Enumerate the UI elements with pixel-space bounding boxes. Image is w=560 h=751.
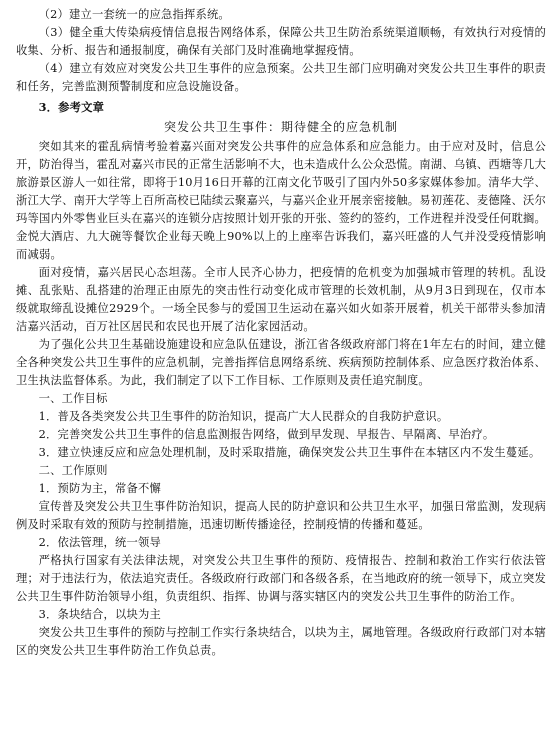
article-paragraph-1: 突如其来的霍乱病情考验着嘉兴面对突发公共事件的应急体系和应急能力。由于应对及时，信息公开，防治得当，霍乱对嘉兴市民的正常生活影响不大，也未造成什么公众恐慌。南湖、乌镇、西塘等几大旅游景区游人一如往常，即将于10月16日开幕的江南文化节吸引了国内外50多家媒体参加。清华大学、浙江大学、南开大学等上百所高校已陆续云聚嘉兴，与嘉兴企业开展亲密接触。易初莲花、麦德隆、沃尔玛等国内外零售业巨头在嘉兴的连锁分店按照计划开张的开张、签约的签约，工作进程并没受任何耽搁。金悦大酒店、九大碗等餐饮企业每天晚上90%以上的上座率告诉我们，嘉兴旺盛的人气并没受疫情影响而减弱。 bbox=[16, 140, 546, 261]
paragraph-item-4: （4）建立有效应对突发公共卫生事件的应急预案。公共卫生部门应明确对突发公共卫生事件的职责和任务，完善监测预警制度和应急设施设备。 bbox=[16, 62, 546, 93]
goal-item-1: 1．普及各类突发公共卫生事件的防治知识，提高广大人民群众的自我防护意识。 bbox=[38, 410, 449, 423]
principle-1-text: 宣传普及突发公共卫生事件防治知识，提高人民的防护意识和公共卫生水平，加强日常监测，发现病例及时采取有效的预防与控制措施，迅速切断传播途径，控制疫情的传播和蔓延。 bbox=[16, 500, 546, 531]
article-paragraph-2: 面对疫情，嘉兴居民心态坦荡。全市人民齐心协力，把疫情的危机变为加强城市管理的转机。乱设摊、乱张贴、乱搭建的治理正由原先的突击性行动变化成市管理的长效机制，从9月3日到现在，仅市本级就取缔乱设摊位2929个。一场全民参与的爱国卫生运动在嘉兴如火如荼开展着，机关干部带头参加清洁嘉兴活动，百万社区居民和农民也开展了洁化家园活动。 bbox=[16, 266, 546, 333]
principle-2-text: 严格执行国家有关法律法规，对突发公共卫生事件的预防、疫情报告、控制和救治工作实行依法管理；对于违法行为，依法追究责任。各级政府行政部门和各级各系，在当地政府的统一领导下，成立突发公共卫生事件防治领导小组，负责组织、指挥、协调与落实辖区内的突发公共卫生事件的防治工作。 bbox=[16, 554, 546, 603]
paragraph-item-3: （3）健全重大传染病疫情信息报告网络体系，保障公共卫生防治系统渠道顺畅，有效执行对疫情的收集、分析、报告和通报制度，确保有关部门及时准确地掌握疫情。 bbox=[16, 26, 546, 57]
article-title: 突发公共卫生事件：期待健全的应急机制 bbox=[163, 120, 398, 134]
goal-item-3: 3．建立快速反应和应急处理机制，及时采取措施，确保突发公共卫生事件在本辖区内不发生蔓延。 bbox=[38, 446, 541, 459]
section-heading: 3．参考文章 bbox=[38, 100, 105, 114]
principle-1-heading: 1．预防为主，常备不懈 bbox=[38, 482, 161, 495]
goals-heading: 一、工作目标 bbox=[38, 392, 108, 405]
paragraph-item-2: （2）建立一套统一的应急指挥系统。 bbox=[38, 8, 230, 21]
article-paragraph-3: 为了强化公共卫生基础设施建设和应急队伍建设，浙江省各级政府部门将在1年左右的时间，建立健全各种突发公共卫生事件的应急机制，完善指挥信息网络系统、疾病预防控制体系、应急医疗救治体系、卫生执法监督体系。为此，我们制定了以下工作目标、工作原则及责任追究制度。 bbox=[16, 338, 546, 387]
principle-3-heading: 3．条块结合，以块为主 bbox=[38, 608, 161, 621]
principles-heading: 二、工作原则 bbox=[38, 464, 108, 477]
principle-3-text: 突发公共卫生事件的预防与控制工作实行条块结合，以块为主，属地管理。各级政府行政部门对本辖区的突发公共卫生事件防治工作负总责。 bbox=[16, 626, 546, 657]
goal-item-2: 2．完善突发公共卫生事件的信息监测报告网络，做到早发现、早报告、早隔离、早治疗。 bbox=[38, 428, 495, 441]
principle-2-heading: 2．依法管理，统一领导 bbox=[38, 536, 161, 549]
